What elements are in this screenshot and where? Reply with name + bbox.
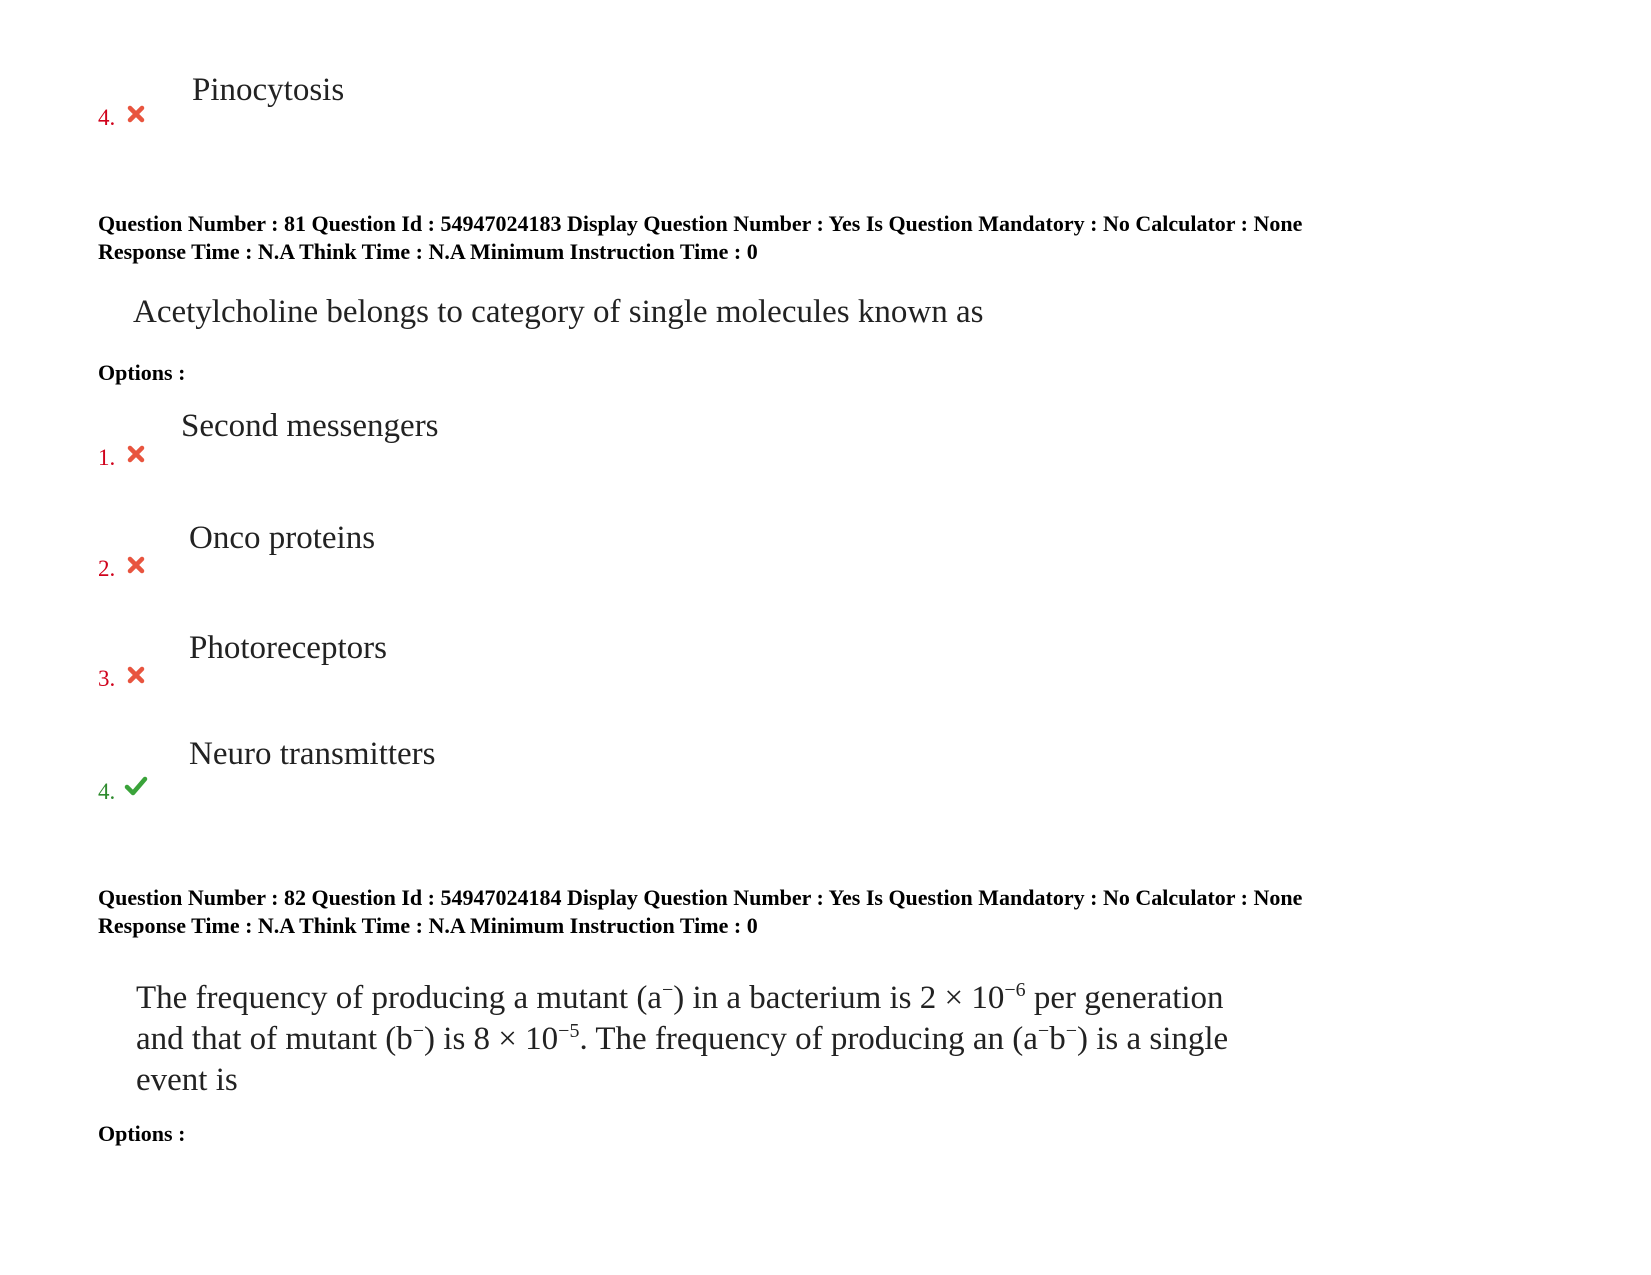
question-stem [136, 978, 1376, 1101]
option-number: 4. [98, 779, 116, 804]
options-label: Options : [98, 1121, 186, 1146]
option-number: 3. [98, 666, 116, 691]
option-number: 4. [98, 105, 116, 130]
option-text: Neuro transmitters [189, 736, 436, 772]
question-stem-line3: event is [136, 1062, 238, 1098]
option-text: Onco proteins [189, 520, 376, 556]
cross-icon [126, 555, 146, 575]
check-icon [124, 776, 148, 796]
option-text: Pinocytosis [192, 72, 345, 108]
cross-icon [126, 665, 146, 685]
option-text: Second messengers [181, 408, 439, 444]
cross-icon [126, 444, 146, 464]
option-number: 1. [98, 445, 116, 470]
option-text: Photoreceptors [189, 630, 387, 666]
question-meta-line2: Response Time : N.A Think Time : N.A Minimum Instruction Time : 0 [98, 239, 758, 264]
option-number: 2. [98, 556, 116, 581]
cross-icon [126, 104, 146, 124]
question-stem-line1: The frequency of producing a mutant (a−) in a bacterium is $2 \times 10^{-6}$ per generation [136, 979, 1224, 1016]
options-label: Options : [98, 360, 186, 385]
question-stem: Acetylcholine belongs to category of single molecules known as [133, 294, 984, 330]
question-meta-line1: Question Number : 82 Question Id : 54947024184 Display Question Number : Yes Is Question Mandatory : No Calculator : None [98, 885, 1303, 910]
question-stem-line2: and that of mutant (b−) is $8 \times 10^{-5}$. The frequency of producing an (a−b−) is a single [136, 1020, 1229, 1057]
question-meta-line1: Question Number : 81 Question Id : 54947024183 Display Question Number : Yes Is Question Mandatory : No Calculator : None [98, 211, 1303, 236]
question-meta-line2: Response Time : N.A Think Time : N.A Minimum Instruction Time : 0 [98, 913, 758, 938]
